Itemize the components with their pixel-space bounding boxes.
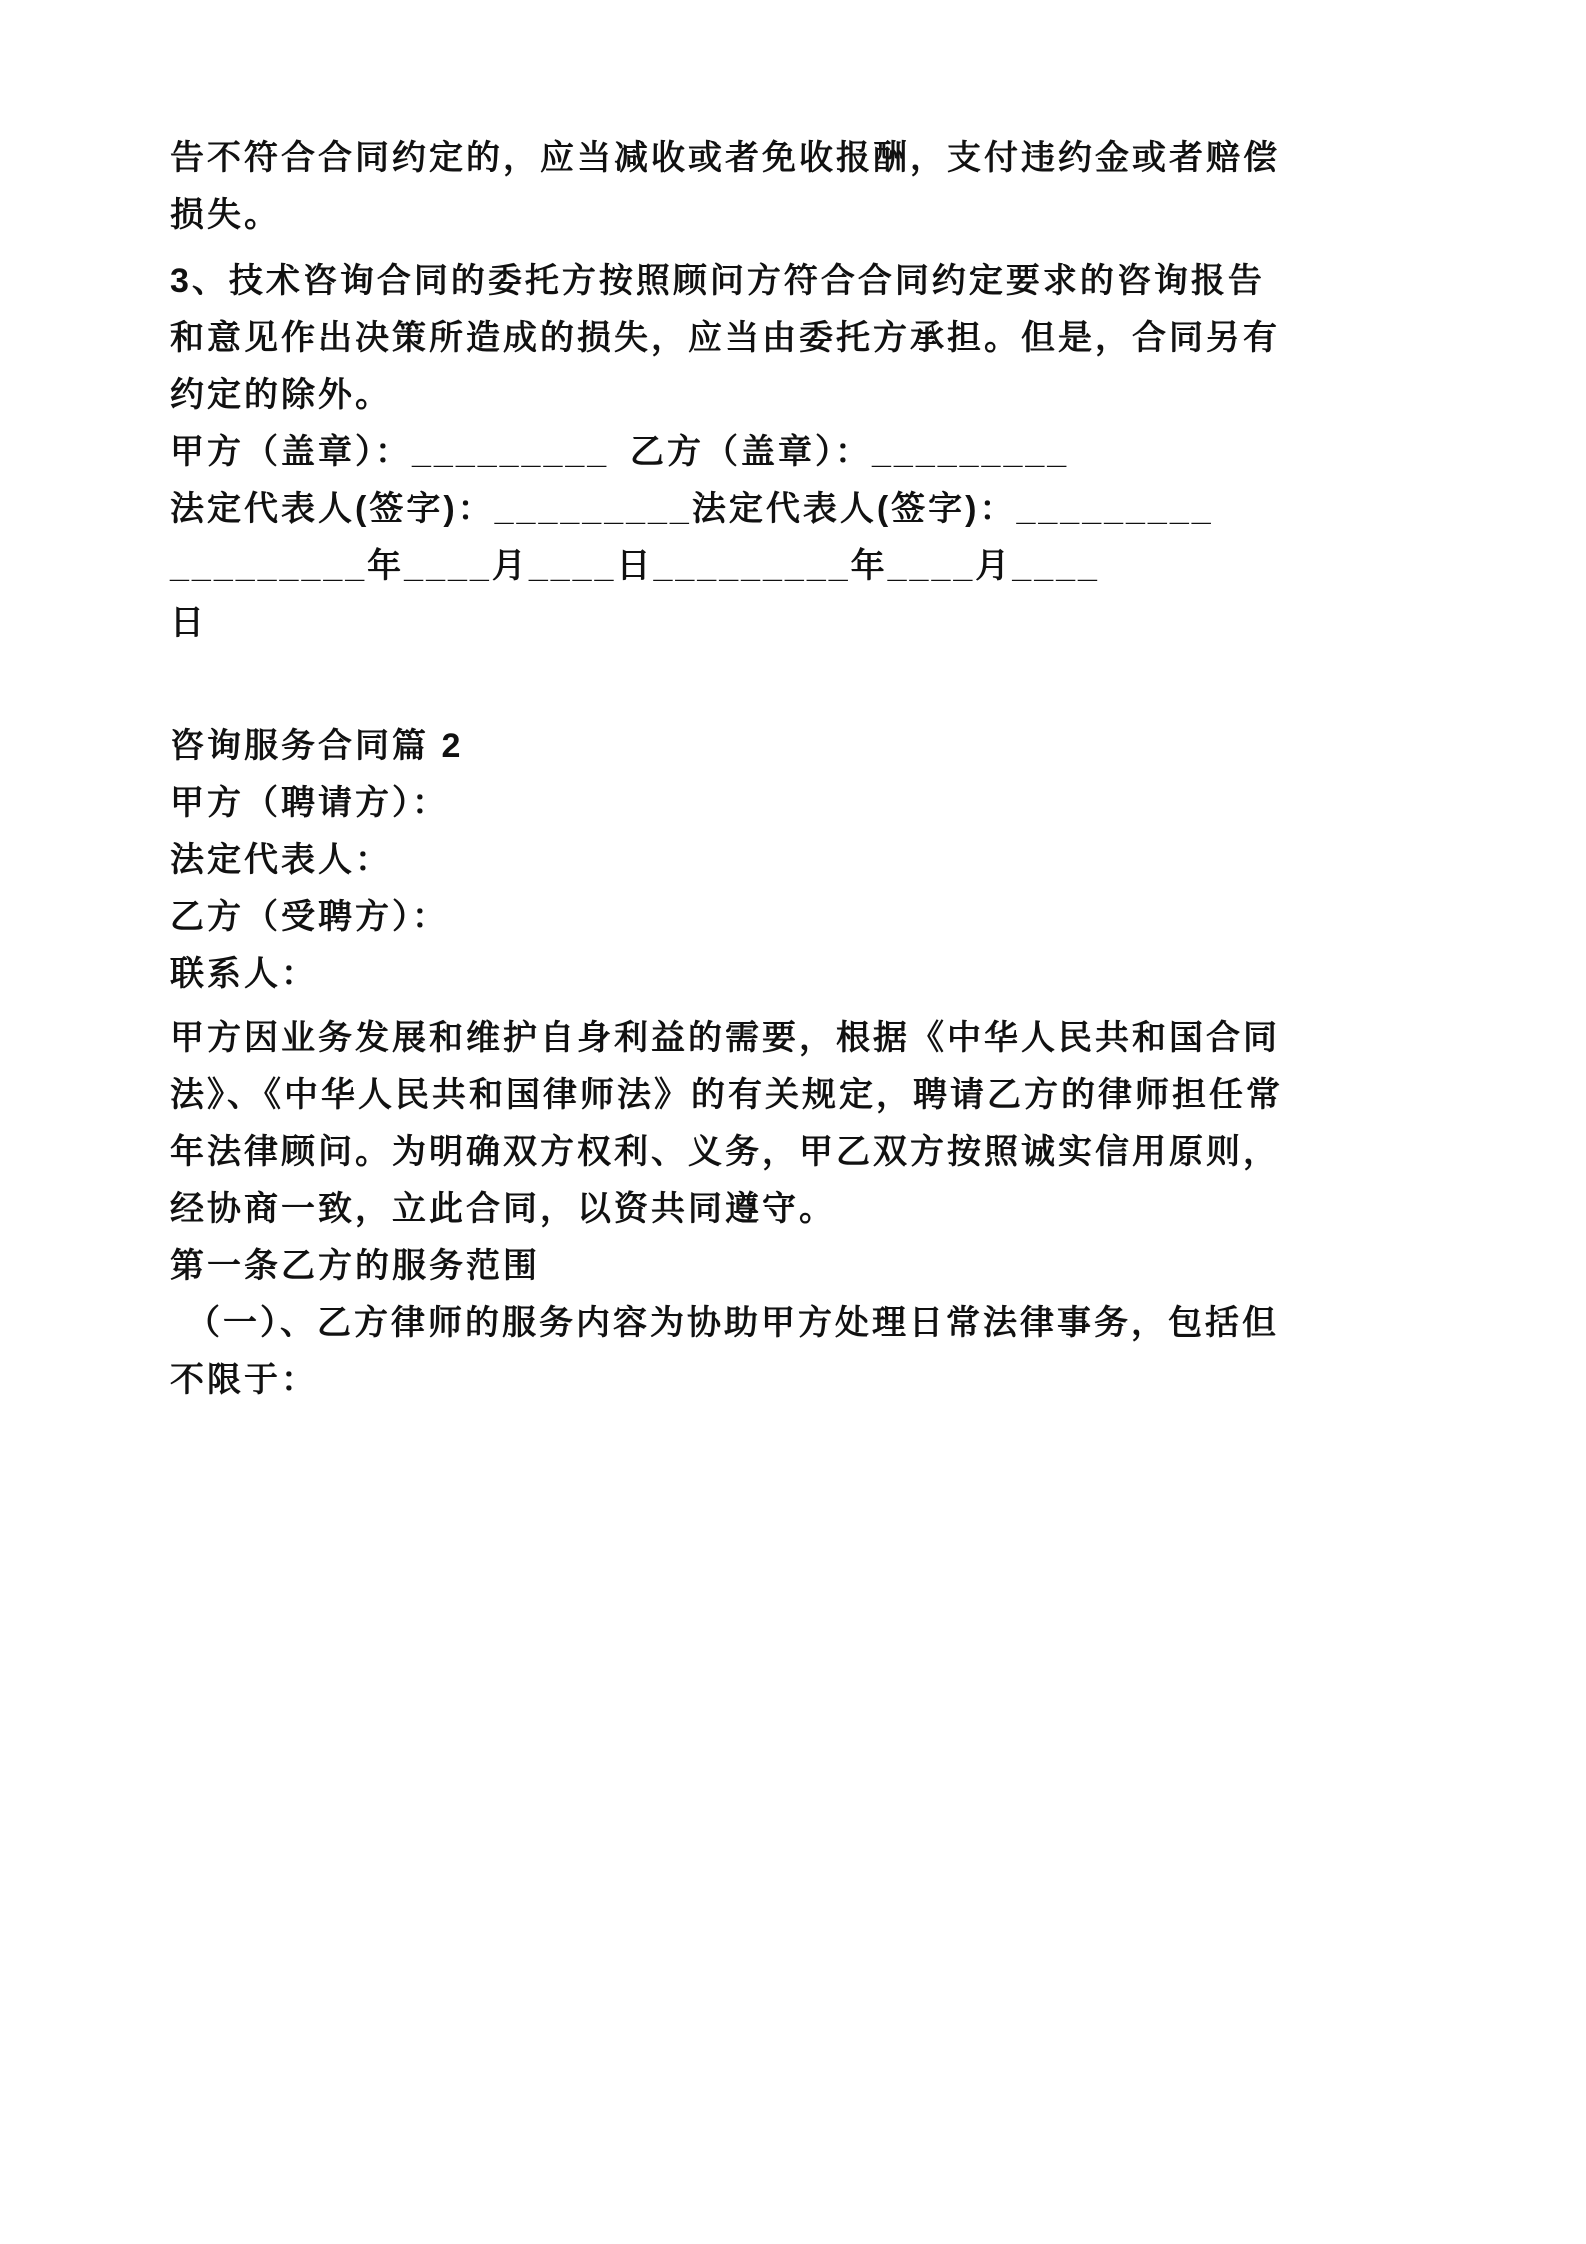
text-line: 经协商一致，立此合同，以资共同遵守。 xyxy=(170,1190,836,1228)
party-a-label: 甲方（聘请方）： xyxy=(170,784,449,822)
text-line: 不限于： xyxy=(170,1361,318,1399)
text-line: 甲方因业务发展和维护自身利益的需要，根据《中华人民共和国合同 xyxy=(170,1019,1280,1057)
date-row xyxy=(170,538,1426,595)
service-scope-paragraph xyxy=(170,1295,1426,1409)
party-b-rep-line: 法定代表人(签字)：_________ xyxy=(691,490,1214,528)
text-line: 3、技术咨询合同的委托方按照顾问方符合合同约定要求的咨询报告 xyxy=(170,262,1265,300)
date-wrap-line: 日 xyxy=(170,604,207,642)
text-line: 约定的除外。 xyxy=(170,376,392,414)
text-line: 损失。 xyxy=(170,196,281,234)
party-a-seal-line: 甲方（盖章）：_________ xyxy=(170,433,610,471)
party-a-rep-line: 法定代表人(签字)：_________ xyxy=(170,490,692,528)
liability-paragraph xyxy=(170,130,1426,244)
preamble-paragraph xyxy=(170,1010,1426,1238)
text-line: （一）、乙方律师的服务内容为协助甲方处理日常法律事务，包括但 xyxy=(186,1304,1279,1342)
legal-rep-row xyxy=(170,481,1426,538)
text-line: 年法律顾问。为明确双方权利、义务，甲乙双方按照诚实信用原则， xyxy=(170,1133,1280,1171)
contact-label: 联系人： xyxy=(170,955,318,993)
clause1-heading: 第一条乙方的服务范围 xyxy=(170,1247,540,1285)
text-line: 告不符合合同约定的，应当减收或者免收报酬，支付违约金或者赔偿 xyxy=(170,139,1280,177)
legal-rep-label: 法定代表人： xyxy=(170,841,392,879)
party-a-date-line: _________年____月____日 xyxy=(170,547,654,585)
clause3-paragraph xyxy=(170,253,1426,424)
party-b-date-line: _________年____月____ xyxy=(653,547,1100,585)
party-b-seal-line: 乙方（盖章）：_________ xyxy=(630,433,1070,471)
party-b-label: 乙方（受聘方）： xyxy=(170,898,449,936)
section2-heading: 咨询服务合同篇 2 xyxy=(170,727,464,765)
text-line: 法》、《中华人民共和国律师法》的有关规定，聘请乙方的律师担任常 xyxy=(170,1076,1283,1114)
text-line: 和意见作出决策所造成的损失，应当由委托方承担。但是，合同另有 xyxy=(170,319,1280,357)
seal-row xyxy=(170,424,1426,481)
signature-block xyxy=(170,424,1426,652)
